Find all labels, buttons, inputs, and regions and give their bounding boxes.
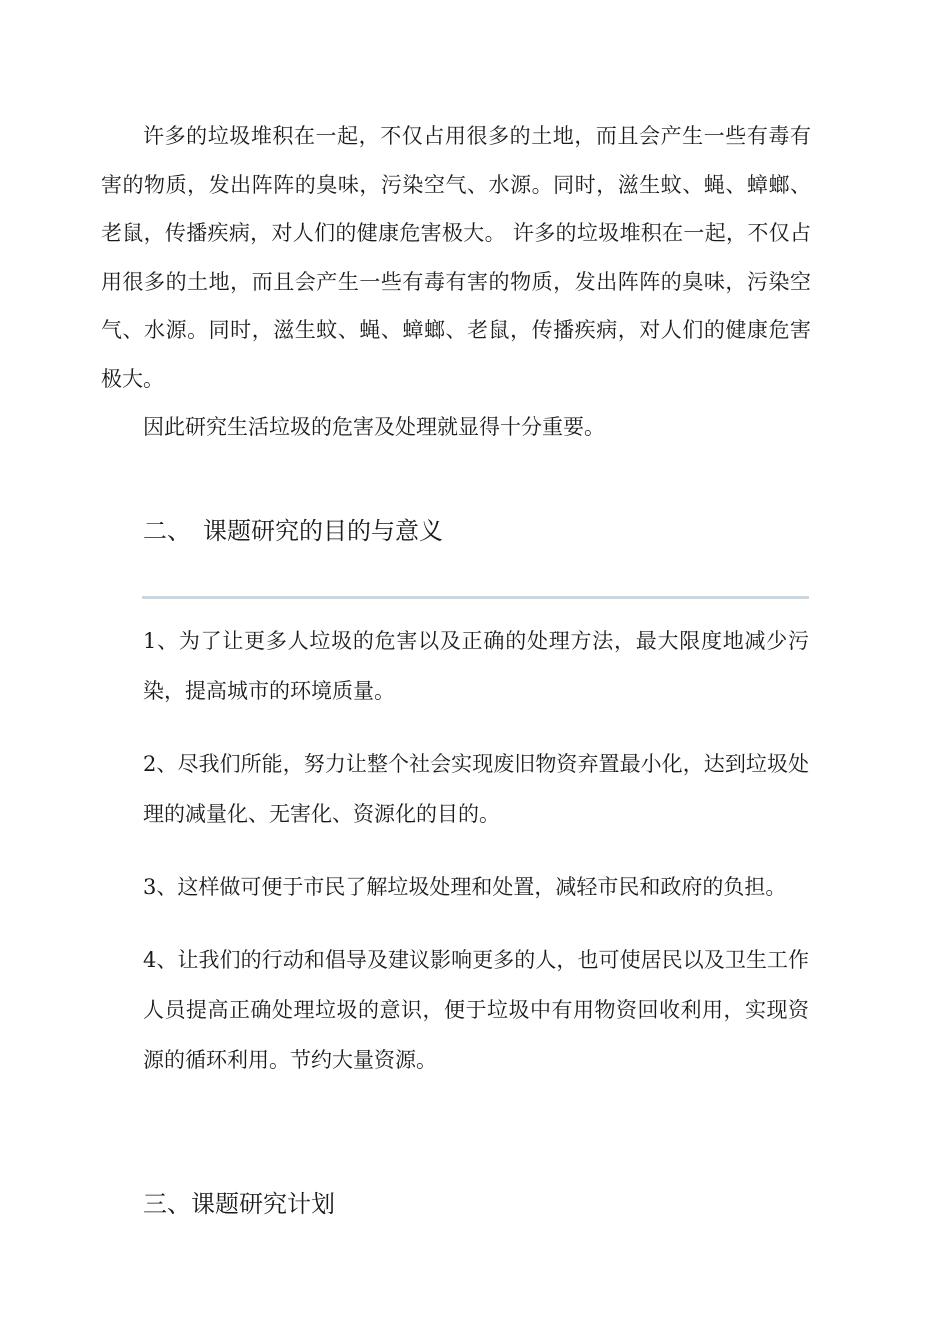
list-item: 4、让我们的行动和倡导及建议影响更多的人，也可使居民以及卫生工作人员提高正确处理垃圾的意识，便于垃圾中有用物资回收利用，实现资源的循环利用。节约大量资源。: [143, 948, 809, 1072]
section-2-number: 二、: [143, 517, 191, 545]
section-2-list: [143, 616, 809, 1108]
list-item: 1、为了让更多人垃圾的危害以及正确的处理方法，最大限度地减少污染，提高城市的环境质量。: [143, 629, 809, 703]
list-item: 3、这样做可便于市民了解垃圾处理和处置，减轻市民和政府的负担。: [143, 875, 787, 899]
intro-paragraph-1: 许多的垃圾堆积在一起，不仅占用很多的土地，而且会产生一些有毒有害的物质，发出阵阵的臭味，污染空气、水源。同时，滋生蚊、蝇、蟑螂、老鼠，传播疾病，对人们的健康危害极大。 许多的垃圾堆积在一起，不仅占用很多的土地，而且会产生一些有毒有害的物质，发出阵阵的臭味，污染空气、水源。同时，滋生蚊、蝇、蟑螂、老鼠，传播疾病，对人们的健康危害极大。: [101, 124, 811, 391]
intro-section: [101, 112, 811, 452]
list-item: 2、尽我们所能，努力让整个社会实现废旧物资弃置最小化，达到垃圾处理的减量化、无害化、资源化的目的。: [143, 752, 809, 826]
section-3-heading: 三、课题研究计划: [143, 1190, 335, 1218]
intro-paragraph-2: 因此研究生活垃圾的危害及处理就显得十分重要。: [143, 415, 605, 439]
section-2-title: 课题研究的目的与意义: [203, 517, 443, 545]
section-divider: [142, 596, 809, 599]
section-2-heading: [143, 511, 443, 551]
